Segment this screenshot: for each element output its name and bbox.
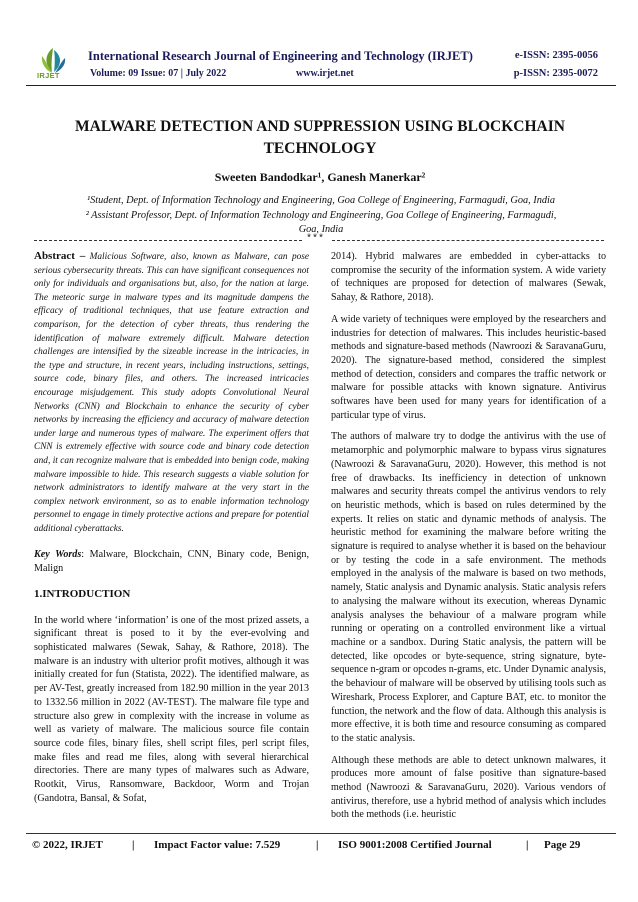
paper-title (60, 116, 580, 160)
separator-dash-right (332, 240, 604, 241)
paper-title-line-2: TECHNOLOGY (263, 140, 377, 157)
abstract-text: Malicious Software, also, known as Malware, can pose serious cybersecurity threats. This can have significant consequences not only for individuals and organisations but, also, for the nation at large. The meteoric surge in malware types and its magnitude dampens the efficacy of traditional techniques, that use feature extraction and comparison, for the detection of cyber threats, thus rendering the identification of malware extremely difficult. Malware detection challenges are intensified by the sizeable increase in the intricacies, in the type and structure, in recent years, including instructions, settings, source code, binary files, and others. The increased intricacies encourage misjudgement. This study adopts Convolutional Neural Networks (CNN) and Blockchain to enhance the security of cyber networks by increasing the efficiency and accuracy of malware detection under large and numerous types of malware. The experiment offers that CNN is extremely effective with source code and binary code detection and, it can recognize malware that is embedded into benign code, making malware impossible to hide. This research suggests a viable solution for network administrators to identify malware at the very start in the complex network environment, so as to enable information technology personnel to engage in timely protective actions and prepare for potential additional cyberattacks. (34, 252, 310, 534)
body-paragraph-2: A wide variety of techniques were employed by the researchers and industries for detection of malwares. This includes heuristic-based methods and signature-based methods (Nawroozi & SaravanaGuru, 2020). The signature-based method, considered the simplest method of detection, considers and compares the traffic network or malware for possible attacks with known signature. Antivirus softwares have been used for many years for identification of a particular type of virus. (331, 313, 606, 421)
footer-rule (26, 833, 616, 834)
journal-header (26, 43, 616, 83)
affiliation-1: ¹Student, Dept. of Information Technology and Engineering, Goa College of Engineering, Farmagudi, Goa, India (86, 195, 556, 206)
footer-divider-1: | (132, 839, 135, 851)
footer-page-number: Page 29 (544, 839, 581, 851)
journal-name: International Research Journal of Engineering and Technology (IRJET) (88, 49, 473, 63)
footer-divider-3: | (526, 839, 529, 851)
keywords (34, 548, 309, 575)
footer-iso: ISO 9001:2008 Certified Journal (338, 839, 492, 851)
affiliation-2-line-2: Goa, India (298, 223, 344, 235)
paper-authors: Sweeten Bandodkar¹, Ganesh Manerkar² (214, 170, 426, 184)
body-paragraph-4: Although these methods are able to detect unknown malwares, it produces more amount of false positive than signature-based method (Nawroozi & SaravanaGuru, 2020). Various vendors of antivirus, therefore, use a hybrid method of analysis which includes both the methods (i.e. heuristic (331, 754, 606, 821)
volume-issue: Volume: 09 Issue: 07 | July 2022 (90, 68, 227, 79)
footer-impact-factor: Impact Factor value: 7.529 (154, 839, 281, 851)
section-separator (34, 236, 604, 246)
keywords-label: Key Words (34, 549, 82, 561)
body-paragraph-1: 2014). Hybrid malwares are embedded in cyber-attacks to compromise the security of the information system. A wide variety of techniques are proposed for detection of malwares (Sewak, Sahay, & Rathore, 2018). (331, 251, 606, 304)
abstract-label: Abstract – (34, 250, 86, 262)
footer-divider-2: | (316, 839, 319, 851)
separator-dash-left (34, 240, 302, 241)
affiliation-2-line-1: ² Assistant Professor, Dept. of Information Technology and Engineering, Goa College of Engineering, Farmagudi, (85, 210, 557, 221)
journal-website[interactable]: www.irjet.net (296, 68, 354, 79)
footer-copyright: © 2022, IRJET (32, 839, 103, 851)
p-issn: p-ISSN: 2395-0072 (513, 68, 598, 79)
paper-title-line-1: MALWARE DETECTION AND SUPPRESSION USING BLOCKCHAIN (75, 118, 565, 135)
abstract (34, 250, 309, 536)
affiliation-2 (26, 209, 616, 236)
body-paragraph-3: The authors of malware try to dodge the antivirus with the use of metamorphic and polymorphic malware to bypass virus signatures (Nawroozi & SaravanaGuru, 2020). However, this method is not free of drawbacks. Its inefficiency in detection of unknown malwares and security threats compel the antivirus vendors to rely on heuristic methods, which is based on rules determined by the experts. It relies on static and dynamic methods of analysis. The heuristic method for examining the malware before writing the signature is required to analyse whether it is based on the behaviour or by testing the code in a safe environment. The methods employed in the analysis of the malware is based on two methods, namely, Static analysis and Dynamic analysis. Static analysis refers to analysing the malware without its execution, whereas Dynamic analysis analyses the behaviour of a malware program while running or operating on a controlled environment like a virtual machine or a sandbox. During Static analysis, the pattern will be detected, like opcodes or byte-sequence, string signature, byte-sequence n-gram or opcodes n-grams, etc. Under Dynamic analysis, the behaviour of malware will be observed by utilising tools such as Wireshark, Process Explorer, and Capture BAT, etc. to monitor the function, the network and the flow of data. Although this analysis is more effective, it is both time and resource consuming as compared to the static analysis. (331, 431, 606, 744)
keywords-text: : Malware, Blockchain, CNN, Binary code, Benign, Malign (34, 549, 309, 575)
section-heading-introduction: 1.INTRODUCTION (34, 587, 131, 600)
intro-paragraph: In the world where ‘information’ is one of the most prized assets, a significant threat is posed to it by the ever-evolving and sophisticated malwares (Sewak, Sahay, & Rathore, 2018). The malware is an industry with ulterior profit motives, although it was initially created for fun (Statista, 2022). The identified malware, as per AV-Test, greatly increased from 182.90 million in the year 2013 to 1332.56 million in 2022 (AV-TEST). The malware file type and structure also grew in complexity with the increase in volume as well as variety of malware. The malicious source file contain source code files, binary files, shell script files, perl script files, make files and read me files, along with several hierarchical directories. There are many types of malwares such as Adware, Rootkit, Virus, Ransomware, Backdoor, Worm and Trojan (Gandotra, Bansal, & Sofat, (34, 614, 309, 804)
logo-wordmark: IRJET (37, 71, 60, 80)
separator-stars: *** (306, 234, 325, 245)
left-column (34, 250, 309, 813)
e-issn: e-ISSN: 2395-0056 (514, 50, 598, 61)
header-rule (26, 85, 616, 86)
right-column (331, 250, 606, 830)
